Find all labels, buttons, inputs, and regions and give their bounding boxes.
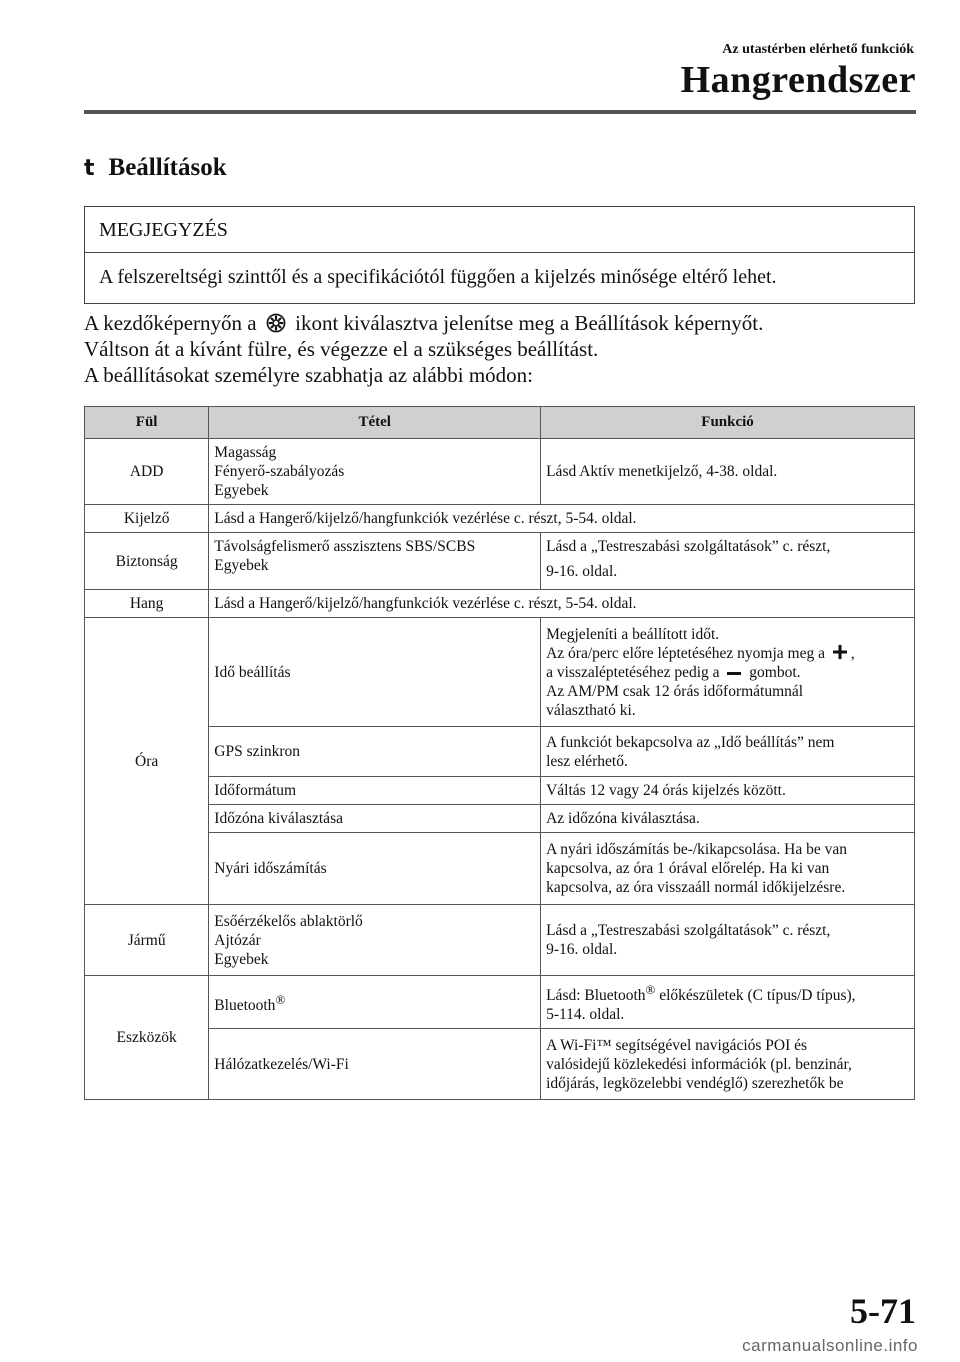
- function-text: Lásd: Bluetooth: [546, 987, 646, 1005]
- item-cell: Távolságfelismerő asszisztens SBS/SCBS Egyebek: [209, 533, 541, 590]
- gear-settings-icon: [266, 313, 286, 333]
- function-text: a visszaléptetéséhez pedig a: [546, 663, 720, 681]
- header-function: Funkció: [541, 407, 915, 439]
- function-text: gombot.: [749, 663, 801, 681]
- intro-line2: Váltson át a kívánt fülre, és végezze el a szükséges beállítást.: [84, 337, 599, 361]
- function-cell: Lásd Aktív menetkijelző, 4-38. oldal.: [541, 439, 915, 505]
- watermark: carmanualsonline.info: [742, 1336, 918, 1355]
- minus-icon: [726, 663, 742, 679]
- item-cell: GPS szinkron: [209, 727, 541, 777]
- item-cell: [209, 976, 541, 1029]
- function-text: ,: [850, 644, 855, 662]
- table-row: [85, 727, 915, 777]
- function-cell: Lásd a „Testreszabási szolgáltatások” c. részt, 9-16. oldal.: [541, 905, 915, 976]
- settings-table: [84, 406, 915, 1100]
- item-cell: Nyári időszámítás: [209, 833, 541, 905]
- section-bullet: t: [84, 155, 95, 181]
- table-row: [85, 1029, 915, 1100]
- item-cell: Időzóna kiválasztása: [209, 805, 541, 833]
- intro-line1-end: ikont kiválasztva jelenítse meg a Beállítások képernyőt.: [295, 311, 764, 335]
- function-line: választható ki.: [546, 701, 636, 719]
- item-cell: Idő beállítás: [209, 618, 541, 727]
- function-cell: A nyári időszámítás be-/kikapcsolása. Ha be van kapcsolva, az óra 1 órával előrelép. Ha ki van kapcsolva, az óra visszaáll normál időkijelzésre.: [541, 833, 915, 905]
- header-item: Tétel: [209, 407, 541, 439]
- table-row: [85, 777, 915, 805]
- item-text: Bluetooth: [214, 996, 276, 1014]
- function-text: előkészületek (C típus/D típus),: [655, 987, 856, 1005]
- registered-mark: ®: [645, 982, 656, 997]
- function-cell: [541, 533, 915, 590]
- intro-line1-start: A kezdőképernyőn a: [84, 311, 257, 335]
- function-line: [546, 644, 909, 663]
- note-box: [84, 206, 915, 304]
- note-body: A felszereltségi szinttől és a specifikációtól függően a kijelzés minősége eltérő lehet.: [99, 266, 777, 288]
- plus-icon: [832, 644, 848, 660]
- span-cell: Lásd a Hangerő/kijelző/hangfunkciók vezérlése c. részt, 5-54. oldal.: [209, 590, 915, 618]
- span-cell: Lásd a Hangerő/kijelző/hangfunkciók vezérlése c. részt, 5-54. oldal.: [209, 505, 915, 533]
- function-text: Az óra/perc előre léptetéséhez nyomja meg a: [546, 644, 825, 662]
- chapter-subtitle: Az utastérben elérhető funkciók: [722, 42, 914, 57]
- tab-cell: ADD: [85, 439, 209, 505]
- function-line: 5-114. oldal.: [546, 1006, 625, 1024]
- item-cell: Magasság Fényerő-szabályozás Egyebek: [209, 439, 541, 505]
- tab-cell: Eszközök: [85, 976, 209, 1100]
- registered-mark: ®: [275, 991, 286, 1007]
- tab-cell: Hang: [85, 590, 209, 618]
- function-cell: Váltás 12 vagy 24 órás kijelzés között.: [541, 777, 915, 805]
- table-row: [85, 533, 915, 590]
- section-title: Beállítások: [108, 154, 227, 181]
- table-row: [85, 590, 915, 618]
- tab-cell: Kijelző: [85, 505, 209, 533]
- item-cell: Időformátum: [209, 777, 541, 805]
- page-number: 5-71: [850, 1291, 916, 1331]
- function-line: [546, 663, 909, 682]
- function-cell: [541, 976, 915, 1029]
- tab-cell: Óra: [85, 618, 209, 905]
- header-divider: [84, 110, 916, 114]
- intro-line3: A beállításokat személyre szabhatja az alábbi módon:: [84, 363, 533, 387]
- table-header-row: [85, 407, 915, 439]
- chapter-title: Hangrendszer: [680, 59, 916, 101]
- table-row: [85, 439, 915, 505]
- tab-cell: Jármű: [85, 905, 209, 976]
- intro-paragraph: [84, 310, 924, 388]
- table-row: [85, 833, 915, 905]
- table-row: [85, 805, 915, 833]
- section-heading: [84, 154, 227, 182]
- header-tab: Fül: [85, 407, 209, 439]
- function-line: Az AM/PM csak 12 órás időformátumnál: [546, 682, 804, 700]
- item-cell: Esőérzékelős ablaktörlő Ajtózár Egyebek: [209, 905, 541, 976]
- function-cell: A Wi-Fi™ segítségével navigációs POI és valósidejű közlekedési információk (pl. benzinár, időjárás, legközelebbi vendéglő) szerezhetők be: [541, 1029, 915, 1100]
- table-row: [85, 505, 915, 533]
- table-row: [85, 905, 915, 976]
- function-cell: Az időzóna kiválasztása.: [541, 805, 915, 833]
- function-line: Megjeleníti a beállított időt.: [546, 625, 720, 643]
- tab-cell: Biztonság: [85, 533, 209, 590]
- function-line: 9-16. oldal.: [546, 563, 618, 580]
- item-cell: Hálózatkezelés/Wi-Fi: [209, 1029, 541, 1100]
- table-row: [85, 618, 915, 727]
- table-row: [85, 976, 915, 1029]
- function-line: Lásd a „Testreszabási szolgáltatások” c. részt,: [546, 538, 831, 555]
- note-title: MEGJEGYZÉS: [85, 207, 914, 253]
- function-line: [546, 980, 909, 1005]
- function-cell: [541, 618, 915, 727]
- function-cell: A funkciót bekapcsolva az „Idő beállítás” nem lesz elérhető.: [541, 727, 915, 777]
